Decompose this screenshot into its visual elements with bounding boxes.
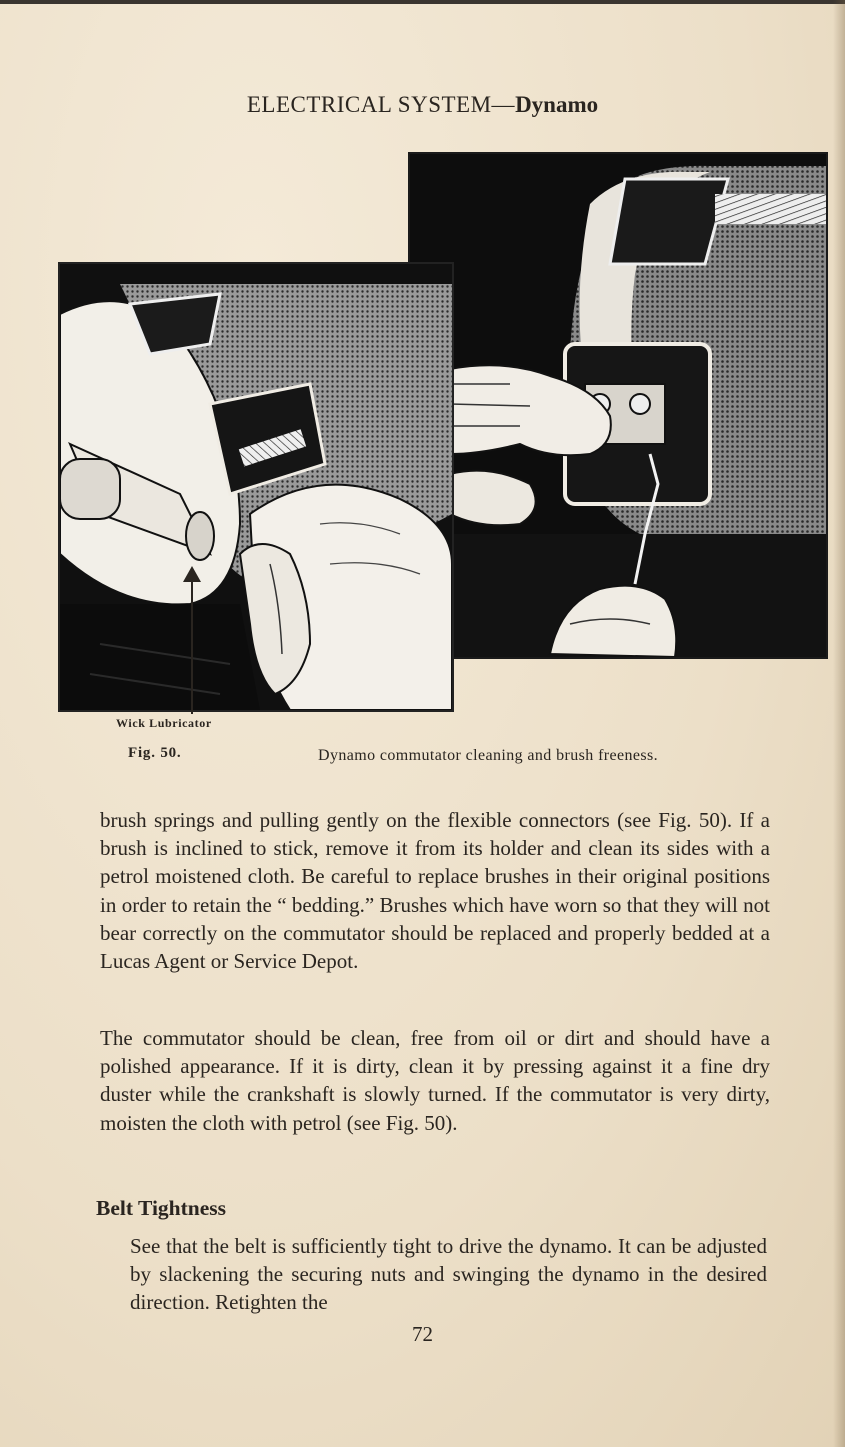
wick-lubricator-label: Wick Lubricator: [116, 716, 212, 730]
figure-caption: Dynamo commutator cleaning and brush freeness.: [318, 747, 659, 764]
callout-leader-line: [191, 580, 193, 714]
header-subject: Dynamo: [515, 92, 599, 117]
page-header: [0, 92, 845, 118]
body-paragraph-belt: See that the belt is sufficiently tight to drive the dynamo. It can be adjusted by slackening the securing nuts and swinging the dynamo in the desired direction. Retighten the: [130, 1234, 767, 1315]
figure-number: Fig. 50.: [128, 745, 182, 761]
section-heading-belt-tightness: Belt Tightness: [96, 1196, 227, 1220]
page-right-edge-shadow: [833, 0, 845, 1447]
body-paragraph-brushes: brush springs and pulling gently on the flexible connectors (see Fig. 50). If a brush is inclined to stick, remove it from its holder and clean its sides with a petrol moistened cloth. Be careful to replace brushes in their original positions in order to retain the “ bedding.” Brushes which have worn so that they will not bear correctly on the commutator should be replaced and properly bedded at a Lucas Agent or Service Depot.: [100, 808, 770, 974]
commutator-cleaning-drawing: [60, 264, 452, 710]
page-number: 72: [412, 1322, 433, 1346]
header-section: ELECTRICAL SYSTEM—: [246, 92, 516, 117]
body-paragraph-commutator: The commutator should be clean, free from oil or dirt and should have a polished appearance. If it is dirty, clean it by pressing against it a fine dry duster while the crankshaft is slowly turned. If the commutator is very dirty, moisten the cloth with petrol (see Fig. 50).: [100, 1026, 770, 1135]
illustration-commutator-cleaning: [58, 262, 454, 712]
illustration-brush-freeness: [408, 152, 828, 659]
page-top-edge: [0, 0, 845, 4]
brush-freeness-drawing: [410, 154, 826, 657]
